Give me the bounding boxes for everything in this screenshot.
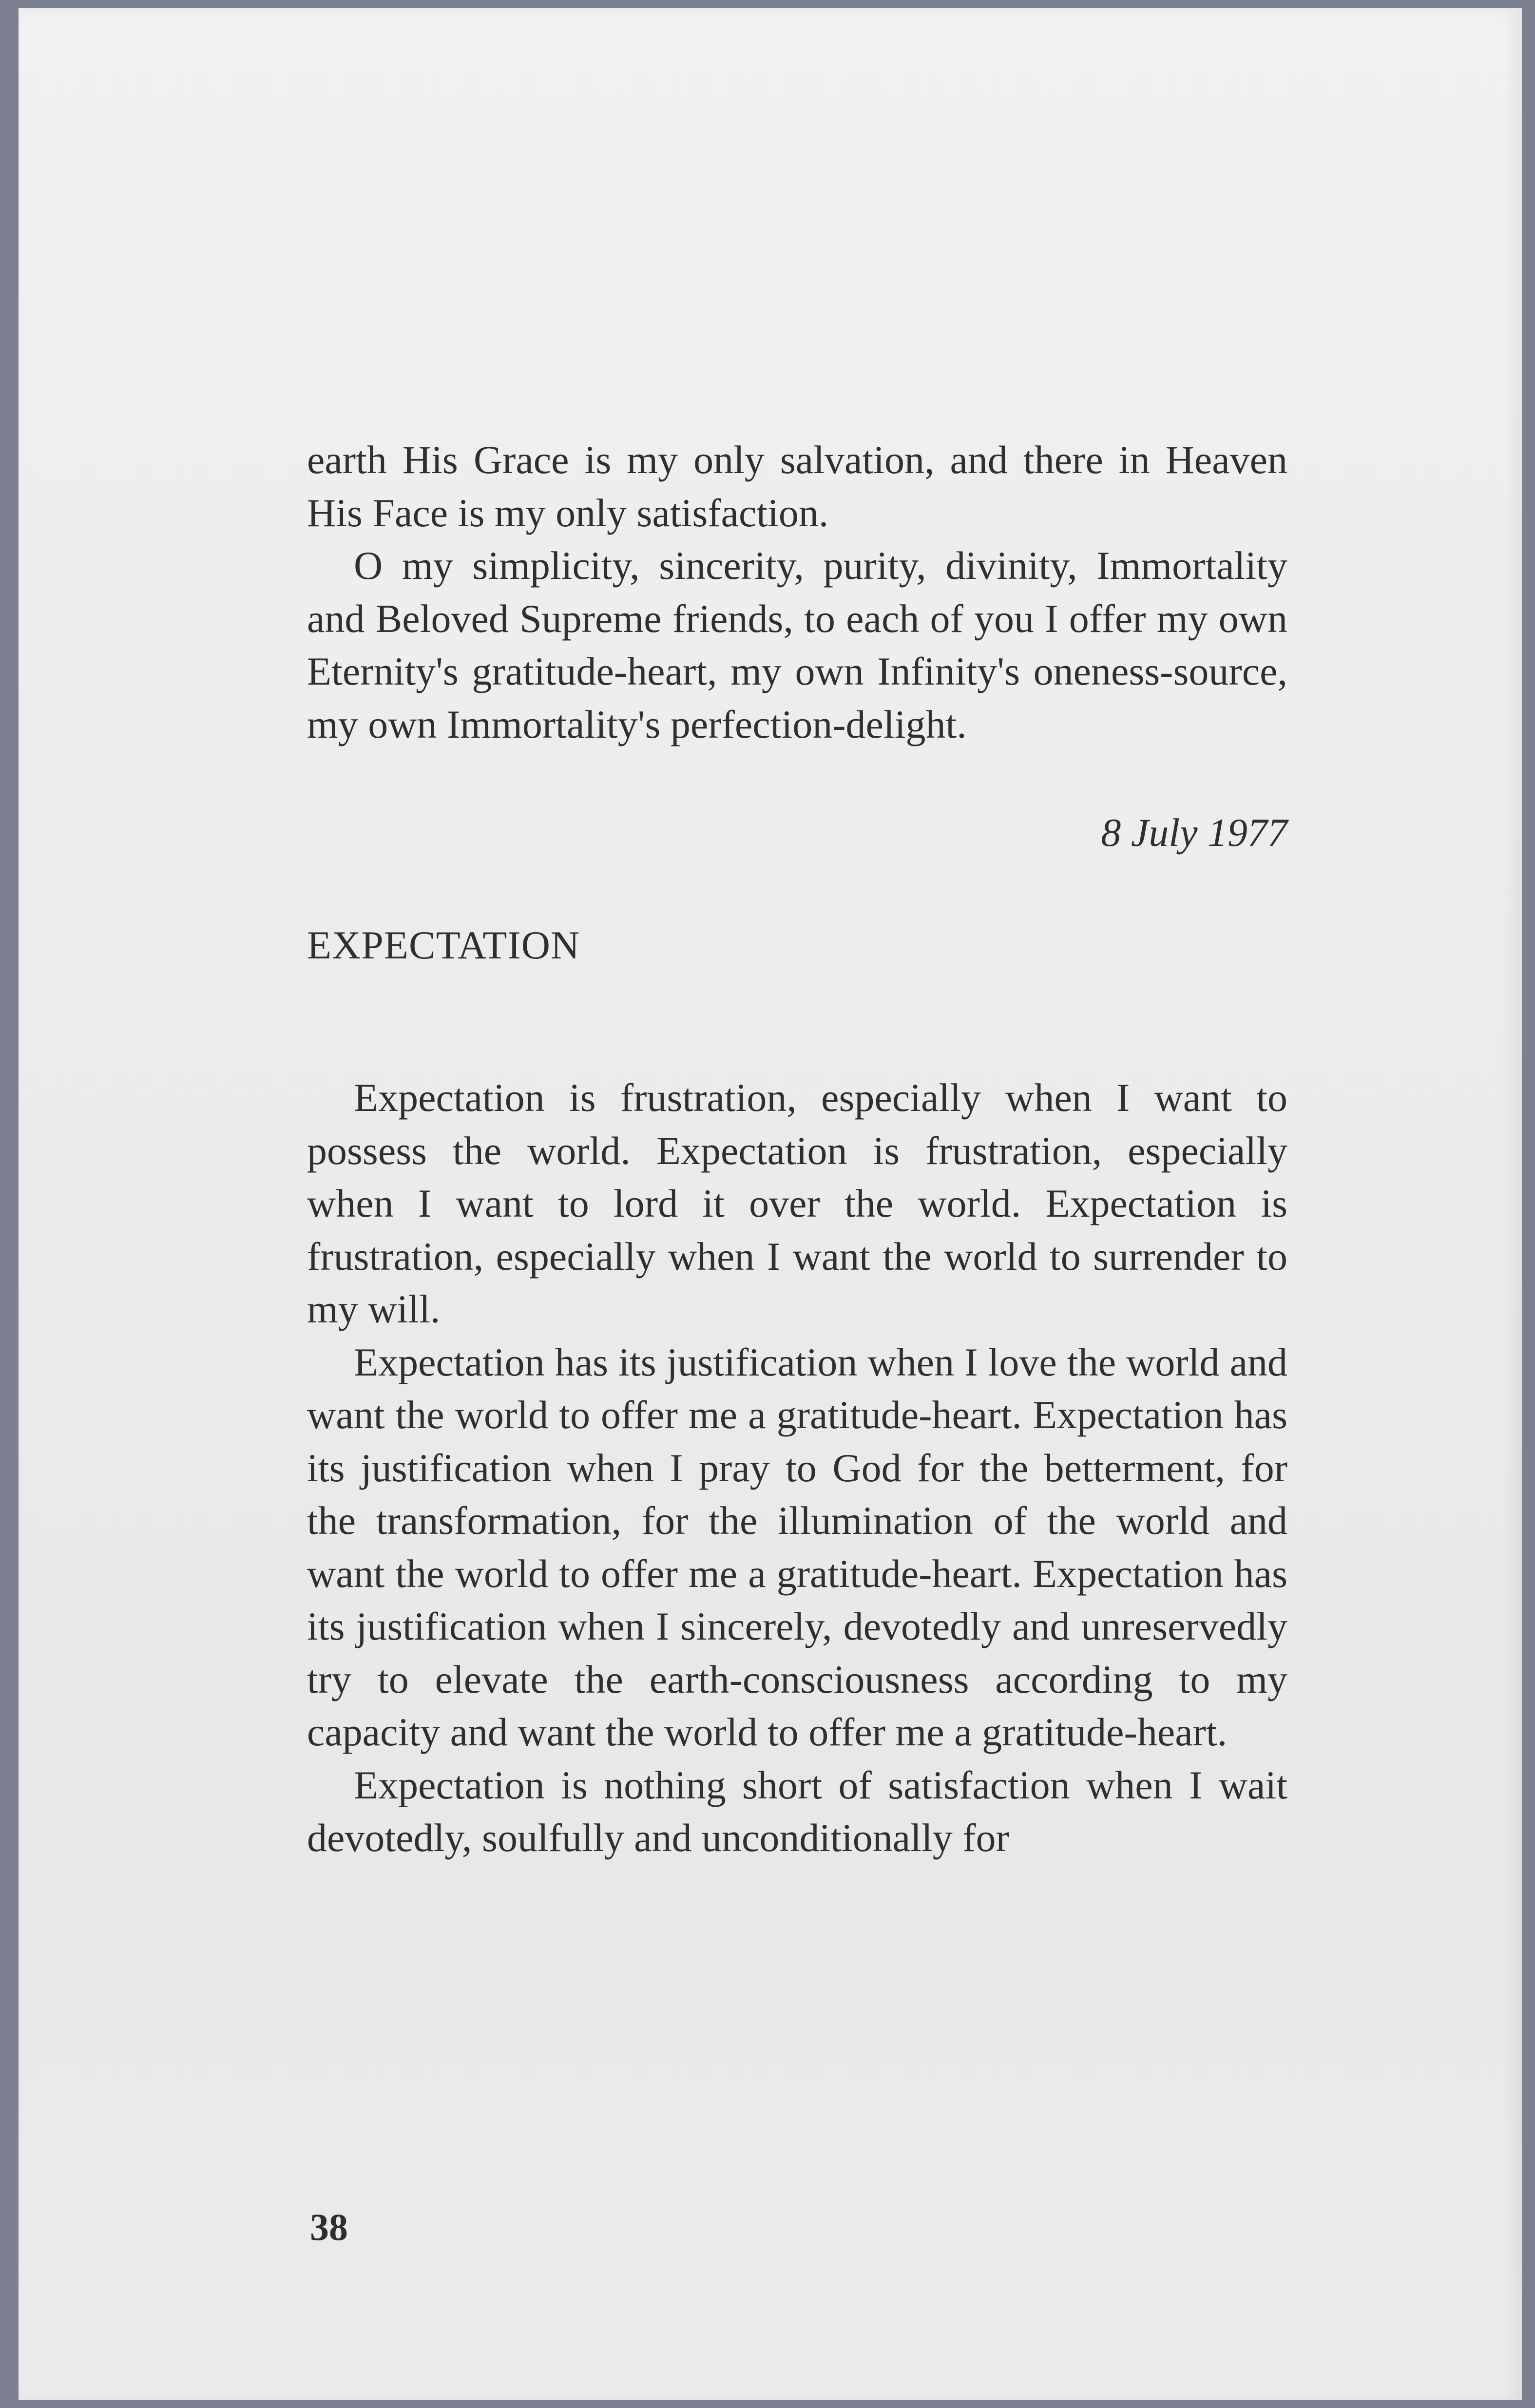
date-line: 8 July 1977	[1101, 810, 1287, 855]
page-number: 38	[310, 2206, 348, 2248]
heading-spacing	[307, 972, 1287, 1071]
intro-paragraph-continued: earth His Grace is my only salvation, and there in Heaven His Face is my only satisfaction.	[307, 438, 1287, 535]
page-text-column	[307, 434, 1287, 1865]
section-paragraph-2: Expectation has its justification when I love the world and want the world to offer me a gratitude-heart. Expectation has its justification when I pray to God for the betterment, for the transformation, for the illumination of the world and want the world to offer me a gratitude-heart. Expectation has its justification when I sincerely, devotedly and unreservedly try to elevate the earth-consciousness according to my capacity and want the world to offer me a gratitude-heart.	[307, 1339, 1287, 1754]
section-heading: EXPECTATION	[307, 922, 580, 967]
intro-paragraph: O my simplicity, sincerity, purity, divinity, Immortality and Beloved Supreme friends, to each of you I offer my own Eternity's gratitude-heart, my own Infinity's oneness-source, my own Immortality's perfection-delight.	[307, 543, 1287, 746]
section-paragraph-1: Expectation is frustration, especially when I want to possess the world. Expectation is frustration, especially when I want to lord it over the world. Expectation is frustration, especially when I want the world to surrender to my will.	[307, 1075, 1287, 1331]
section-paragraph-3: Expectation is nothing short of satisfaction when I wait devotedly, soulfully and unconditionally for	[307, 1762, 1287, 1860]
